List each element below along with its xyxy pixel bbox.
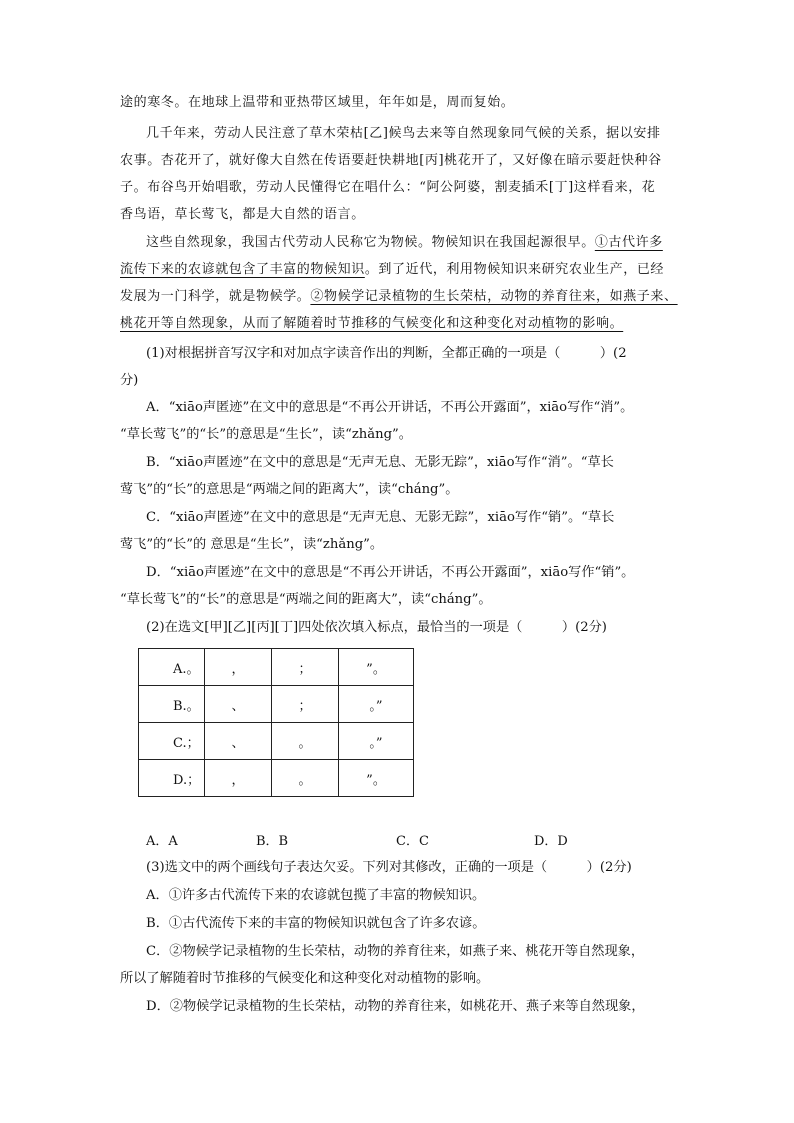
choice-a: A．A xyxy=(146,834,178,849)
option-a: “草长莺飞”的“长”的意思是“生长”，读“zhǎng”。 xyxy=(120,427,412,442)
option-c: 莺飞”的“长”的 意思是“生长”，读“zhǎng”。 xyxy=(120,537,384,552)
passage-line xyxy=(120,259,664,281)
underlined-sentence-1: 流传下来的农谚就包含了丰富的物候知识 xyxy=(120,262,365,277)
table-cell: ； xyxy=(272,649,339,686)
passage-text: 这些自然现象，我国古代劳动人民称它为物候。物候知识在我国起源很早。 xyxy=(146,235,595,250)
option-a: A．“xiāo声匿迹”在文中的意思是“不再公开讲话，不再公开露面”，xiāo写作“消”。 xyxy=(146,400,634,415)
table-cell: ， xyxy=(205,649,272,686)
table-cell: ”。 xyxy=(339,649,414,686)
question-3-stem: (3)选文中的两个画线句子表达欠妥。下列对其修改，正确的一项是（ ）(2分) xyxy=(146,860,632,875)
table-cell: 。” xyxy=(339,723,414,760)
choice-d: D．D xyxy=(534,834,568,849)
table-row xyxy=(139,649,414,686)
passage-line: 途的寒冬。在地球上温带和亚热带区域里，年年如是，周而复始。 xyxy=(120,95,515,110)
passage-line: 农事。杏花开了，就好像大自然在传语要赶快耕地[丙]桃花开了，又好像在暗示要赶快种谷 xyxy=(120,153,662,168)
choice-b: B．B xyxy=(256,834,289,849)
table-cell: A.。 xyxy=(139,649,205,686)
table-cell: 。” xyxy=(339,686,414,723)
passage-line xyxy=(120,286,678,308)
option-b: 莺飞”的“长”的意思是“两端之间的距离大”，读“cháng”。 xyxy=(120,482,459,497)
table-cell: 。 xyxy=(272,760,339,797)
table-cell: ； xyxy=(272,686,339,723)
option-d: D．②物候学记录植物的生长荣枯，动物的养育往来，如桃花开、燕子来等自然现象， xyxy=(146,999,645,1014)
passage-line: 几千年来，劳动人民注意了草木荣枯[乙]候鸟去来等自然现象同气候的关系，据以安排 xyxy=(146,126,661,141)
passage-line: 香鸟语，草长莺飞，都是大自然的语言。 xyxy=(120,207,365,222)
passage-text: 发展为一门科学，就是物候学。 xyxy=(120,289,311,304)
table-row xyxy=(139,686,414,723)
passage-text: 。到了近代，利用物候知识来研究农业生产，已经 xyxy=(364,262,665,277)
table-cell: ， xyxy=(205,760,272,797)
option-a: A．①许多古代流传下来的农谚就包揽了丰富的物候知识。 xyxy=(146,888,486,903)
table-cell: C.； xyxy=(139,723,205,760)
table-cell: ”。 xyxy=(339,760,414,797)
table-cell: 、 xyxy=(205,686,272,723)
option-b: B．①古代流传下来的丰富的物候知识就包含了许多农谚。 xyxy=(146,916,486,931)
question-1-stem: 分) xyxy=(120,373,139,388)
option-d: D．“xiāo声匿迹”在文中的意思是“不再公开讲话，不再公开露面”，xiāo写作“销”。 xyxy=(146,565,635,580)
option-c: 所以了解随着时节推移的气候变化和这种变化对动植物的影响。 xyxy=(120,971,490,986)
underlined-sentence-2: 桃花开等自然现象，从而了解随着时节推移的气候变化和这种变化对动植物的影响。 xyxy=(120,316,624,331)
option-d: “草长莺飞”的“长”的意思是“两端之间的距离大”，读“cháng”。 xyxy=(120,592,492,607)
question-2-stem: (2)在选文[甲][乙][丙][丁]四处依次填入标点，最恰当的一项是（ ）(2分) xyxy=(146,620,607,635)
passage-line xyxy=(146,232,663,254)
option-c: C．“xiāo声匿迹”在文中的意思是“无声无息、无影无踪”，xiāo写作“销”。“草长 xyxy=(146,510,615,525)
table-row xyxy=(139,760,414,797)
table-row xyxy=(139,723,414,760)
punctuation-table xyxy=(138,648,414,797)
option-b: B．“xiāo声匿迹”在文中的意思是“无声无息、无影无踪”，xiāo写作“消”。“草长 xyxy=(146,455,614,470)
table-cell: 。 xyxy=(272,723,339,760)
underlined-sentence-1: ①古代许多 xyxy=(594,235,663,250)
question-1-stem: (1)对根据拼音写汉字和对加点字读音作出的判断，全都正确的一项是（ ）(2 xyxy=(146,346,627,361)
passage-line: 子。布谷鸟开始唱歌，劳动人民懂得它在唱什么：“阿公阿婆，割麦插禾[丁]这样看来，花 xyxy=(120,180,656,195)
table-cell: 、 xyxy=(205,723,272,760)
option-c: C．②物候学记录植物的生长荣枯，动物的养育往来，如燕子来、桃花开等自然现象， xyxy=(146,944,645,959)
table-cell: D.； xyxy=(139,760,205,797)
underlined-sentence-2: ②物候学记录植物的生长荣枯，动物的养育往来，如燕子来、 xyxy=(310,289,678,304)
choice-c: C．C xyxy=(396,834,429,849)
table-cell: B.。 xyxy=(139,686,205,723)
